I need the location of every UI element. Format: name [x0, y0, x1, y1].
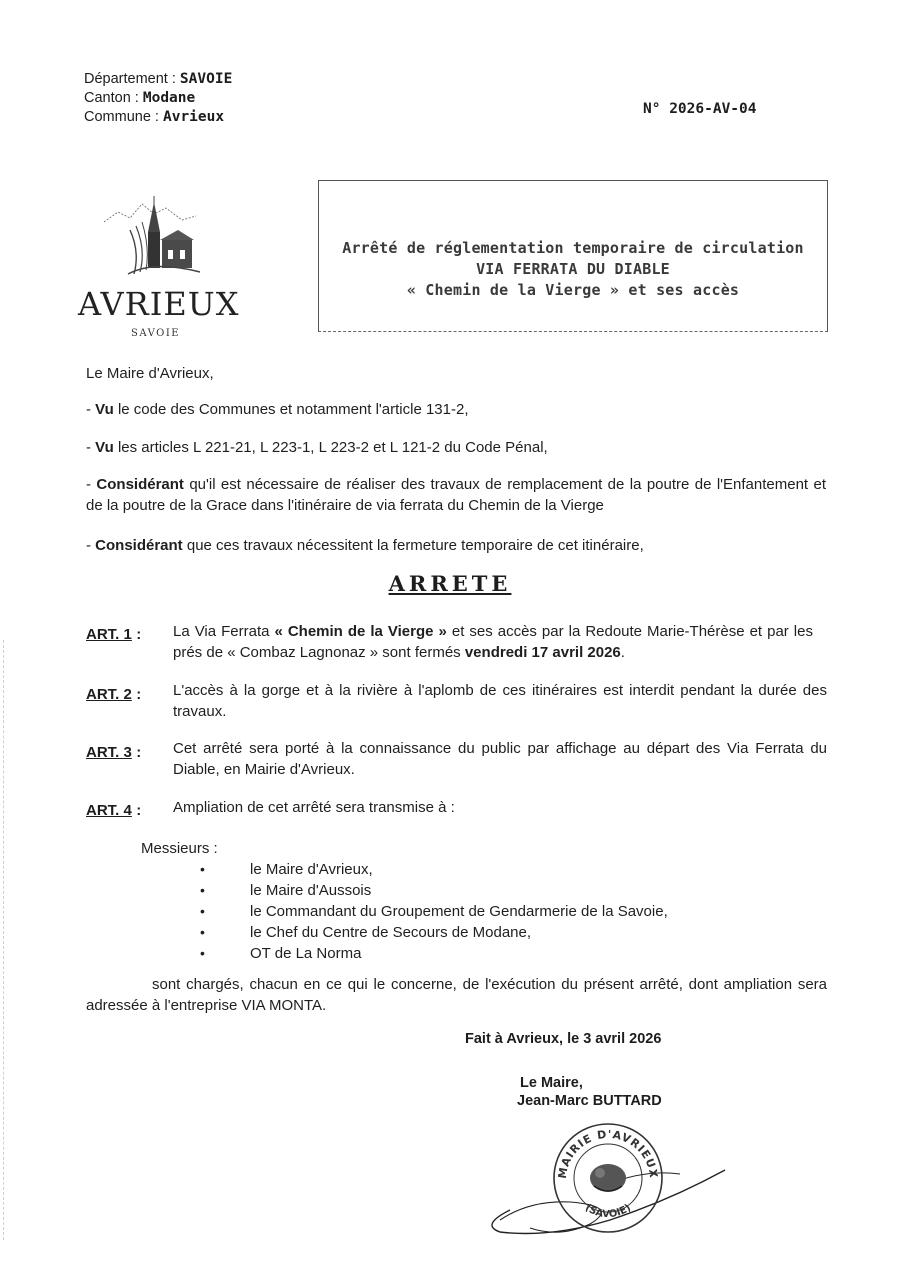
- commune-value: Avrieux: [162, 109, 225, 125]
- considerant-1: - Considérant qu'il est nécessaire de réaliser des travaux de remplacement de la poutre de l'Enfantement et de la poutre de la Grace dans l'itinéraire de via ferrata du Chemin de la Vierge: [86, 476, 826, 514]
- vu-line-2: - Vu les articles L 221-21, L 223-1, L 223-2 et L 121-2 du Code Pénal,: [86, 439, 548, 456]
- svg-text:MAIRIE D'AVRIEUX: MAIRIE D'AVRIEUX: [555, 1127, 661, 1180]
- considerant-2: - Considérant que ces travaux nécessitent la fermeture temporaire de cet itinéraire,: [86, 537, 644, 554]
- village-logo-icon: [70, 190, 240, 350]
- title-line-1: Arrêté de réglementation temporaire de circulation: [342, 239, 804, 257]
- logo-village-name: AVRIEUX: [78, 285, 240, 323]
- canton-value: Modane: [142, 90, 196, 106]
- preamble-intro: Le Maire d'Avrieux,: [86, 365, 214, 382]
- bullet-icon: •: [200, 903, 205, 919]
- list-item: • le Chef du Centre de Secours de Modane,: [200, 924, 532, 941]
- list-item: • le Commandant du Groupement de Gendarmerie de la Savoie,: [200, 903, 668, 920]
- administrative-header: [84, 70, 232, 127]
- bullet-icon: •: [200, 945, 205, 961]
- article-2-text: L'accès à la gorge et à la rivière à l'aplomb de ces itinéraires est interdit pendant la durée des travaux.: [173, 682, 827, 720]
- canton-line: Canton : Modane: [84, 90, 196, 106]
- recipients-intro: Messieurs :: [141, 840, 218, 857]
- list-item: • le Maire d'Avrieux,: [200, 861, 373, 878]
- recipient-list: [200, 859, 668, 964]
- article-3-text: Cet arrêté sera porté à la connaissance du public par affichage au départ des Via Ferrata du Diable, en Mairie d'Avrieux.: [173, 740, 827, 778]
- article-1-text: La Via Ferrata « Chemin de la Vierge » et ses accès par la Redoute Marie-Thérèse et par les prés de « Combaz Lagnonaz » sont fermés vendredi 17 avril 2026.: [173, 623, 813, 661]
- list-item: • le Maire d'Aussois: [200, 882, 372, 899]
- title-box: [318, 180, 828, 332]
- bullet-icon: •: [200, 882, 205, 898]
- closing-paragraph: sont chargés, chacun en ce qui le concerne, de l'exécution du présent arrêté, dont ampliation sera adressée à l'entreprise VIA MONTA.: [86, 976, 827, 1014]
- bullet-icon: •: [200, 924, 205, 940]
- title-line-3: « Chemin de la Vierge » et ses accès: [406, 281, 740, 299]
- vu-line-1: - Vu le code des Communes et notamment l'article 131-2,: [86, 401, 469, 418]
- article-3-label: ART. 3 :: [86, 744, 142, 761]
- svg-text:(SAVOIE): (SAVOIE): [582, 1202, 634, 1221]
- article-4-text: Ampliation de cet arrêté sera transmise à :: [173, 799, 455, 816]
- mairie-stamp-icon: [548, 1118, 668, 1238]
- place-date: Fait à Avrieux, le 3 avril 2026: [465, 1031, 662, 1047]
- article-1-label: ART. 1 :: [86, 626, 142, 643]
- departement-value: SAVOIE: [179, 71, 233, 87]
- list-item: • OT de La Norma: [200, 945, 362, 962]
- logo-region: SAVOIE: [131, 328, 181, 339]
- article-4-label: ART. 4 :: [86, 802, 142, 819]
- arrete-heading: ARRETE: [388, 571, 512, 596]
- reference-number: N° 2026-AV-04: [643, 101, 757, 117]
- bullet-icon: •: [200, 861, 205, 877]
- article-2-label: ART. 2 :: [86, 686, 142, 703]
- signatory-name: Jean-Marc BUTTARD: [517, 1093, 662, 1109]
- departement-line: Département : SAVOIE: [84, 71, 233, 87]
- title-line-2: VIA FERRATA DU DIABLE: [476, 260, 670, 278]
- commune-line: Commune : Avrieux: [84, 109, 225, 125]
- scan-edge: [3, 640, 5, 1240]
- signatory-role: Le Maire,: [520, 1075, 583, 1091]
